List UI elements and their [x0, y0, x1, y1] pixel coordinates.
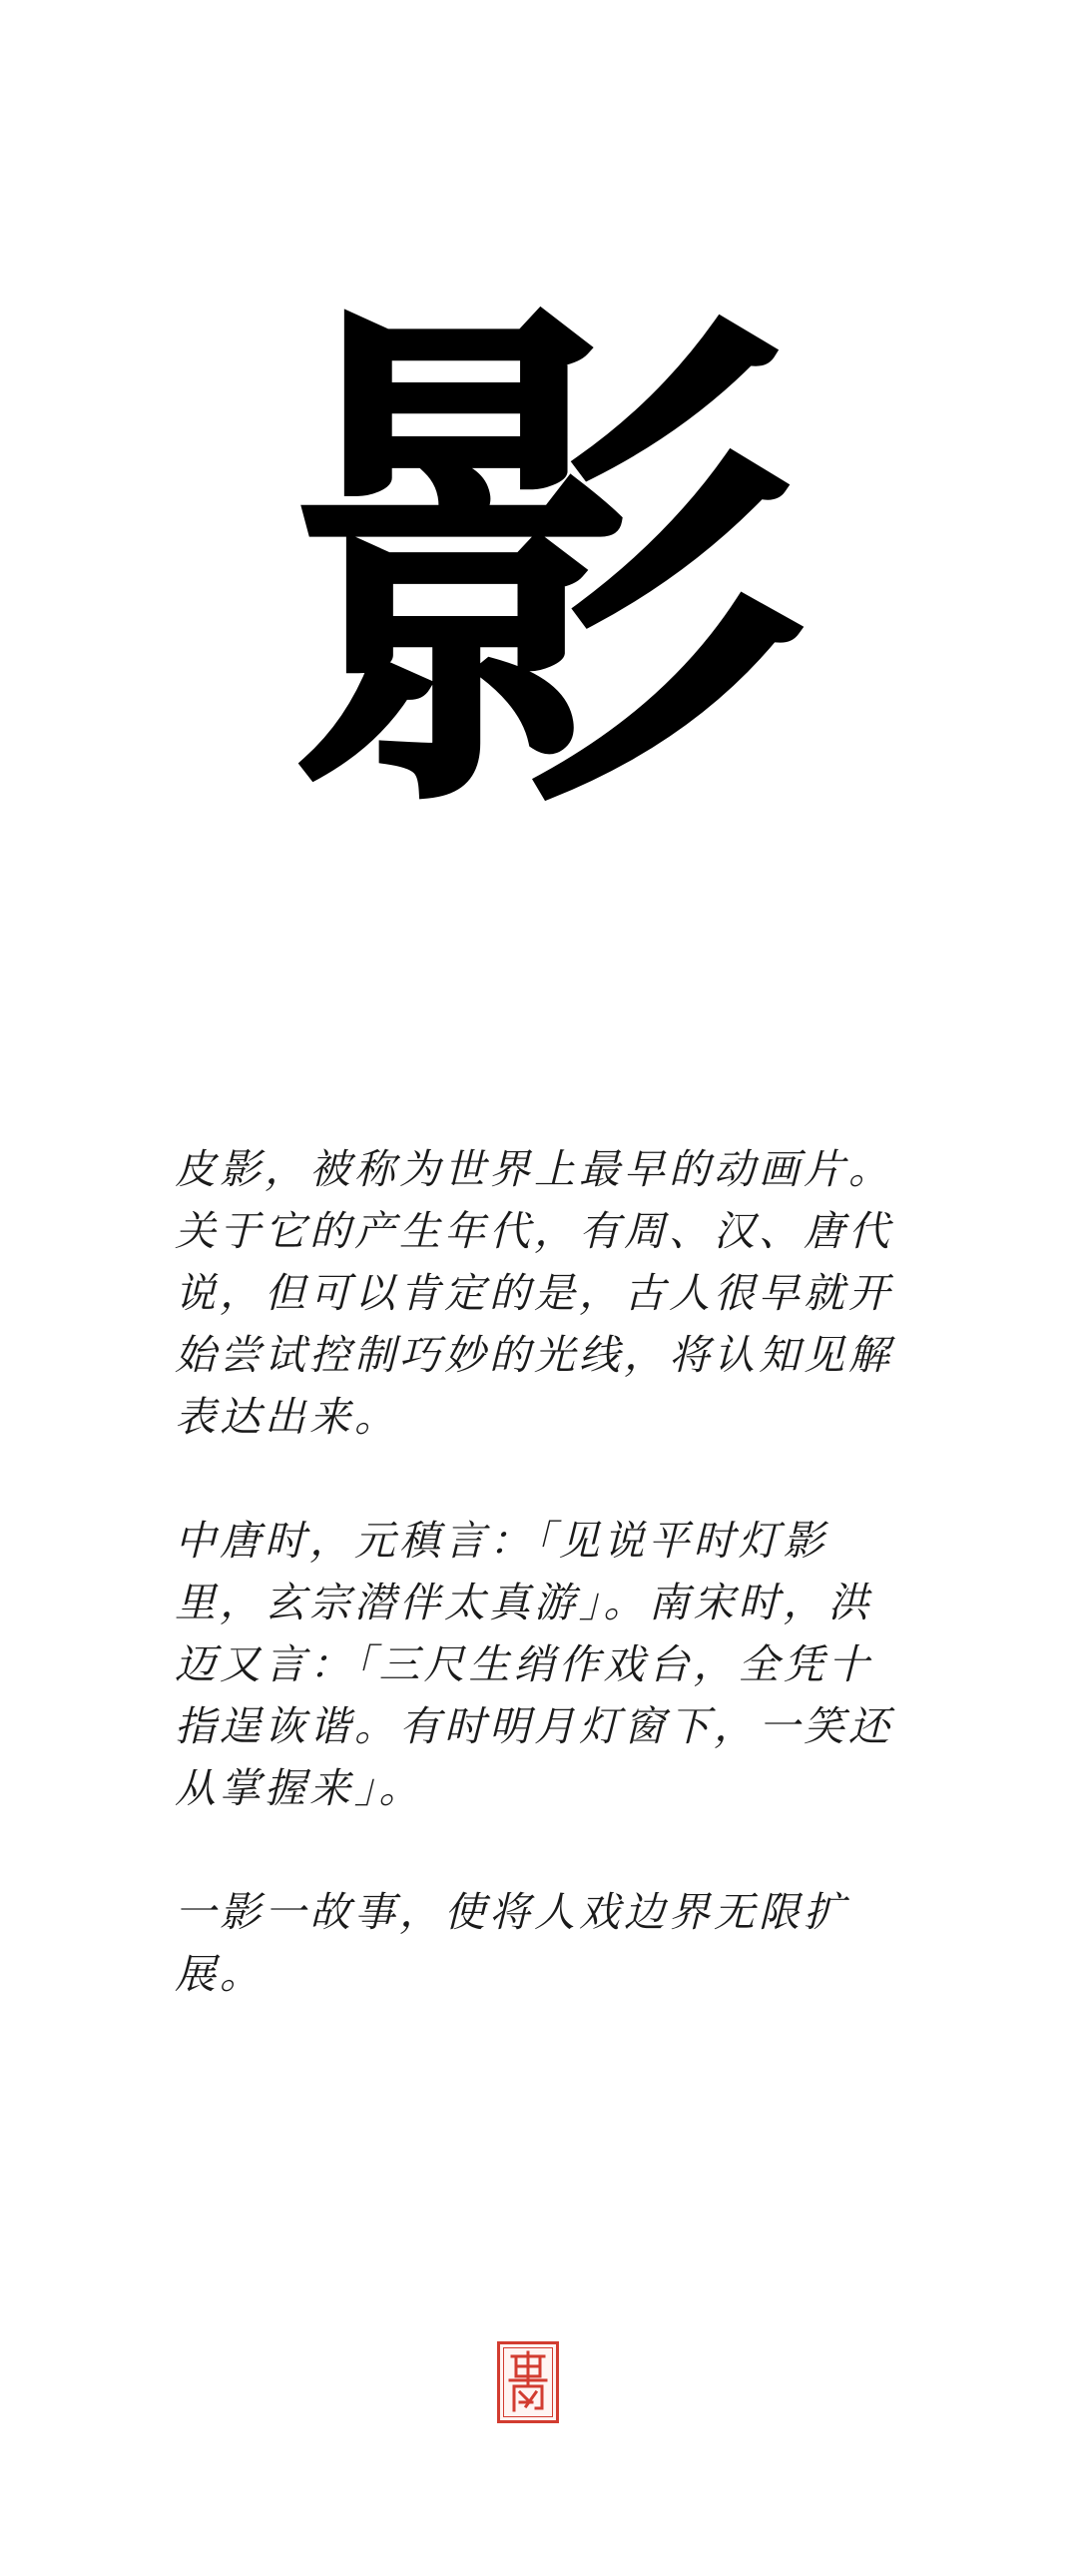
calligraphy-character: 影 [289, 264, 808, 874]
red-seal-stamp-icon [497, 2341, 559, 2423]
paragraph-quotes: 中唐时，元稹言：「见说平时灯影里，玄宗潜伴太真游」。南宋时，洪迈又言：「三尺生绡作戏台，全凭十指逞诙谐。有时明月灯窗下，一笑还从掌握来」。 [175, 1517, 893, 1812]
paragraph-intro: 皮影，被称为世界上最早的动画片。关于它的产生年代，有周、汉、唐代说，但可以肯定的是，古人很早就开始尝试控制巧妙的光线，将认知见解表达出来。 [175, 1145, 893, 1441]
seal-glyph-icon [506, 2350, 550, 2414]
article-body [175, 1138, 913, 2067]
paragraph-closing: 一影一故事，使将人戏边界无限扩展。 [175, 1888, 848, 1998]
calligraphy-glyph [289, 240, 808, 899]
